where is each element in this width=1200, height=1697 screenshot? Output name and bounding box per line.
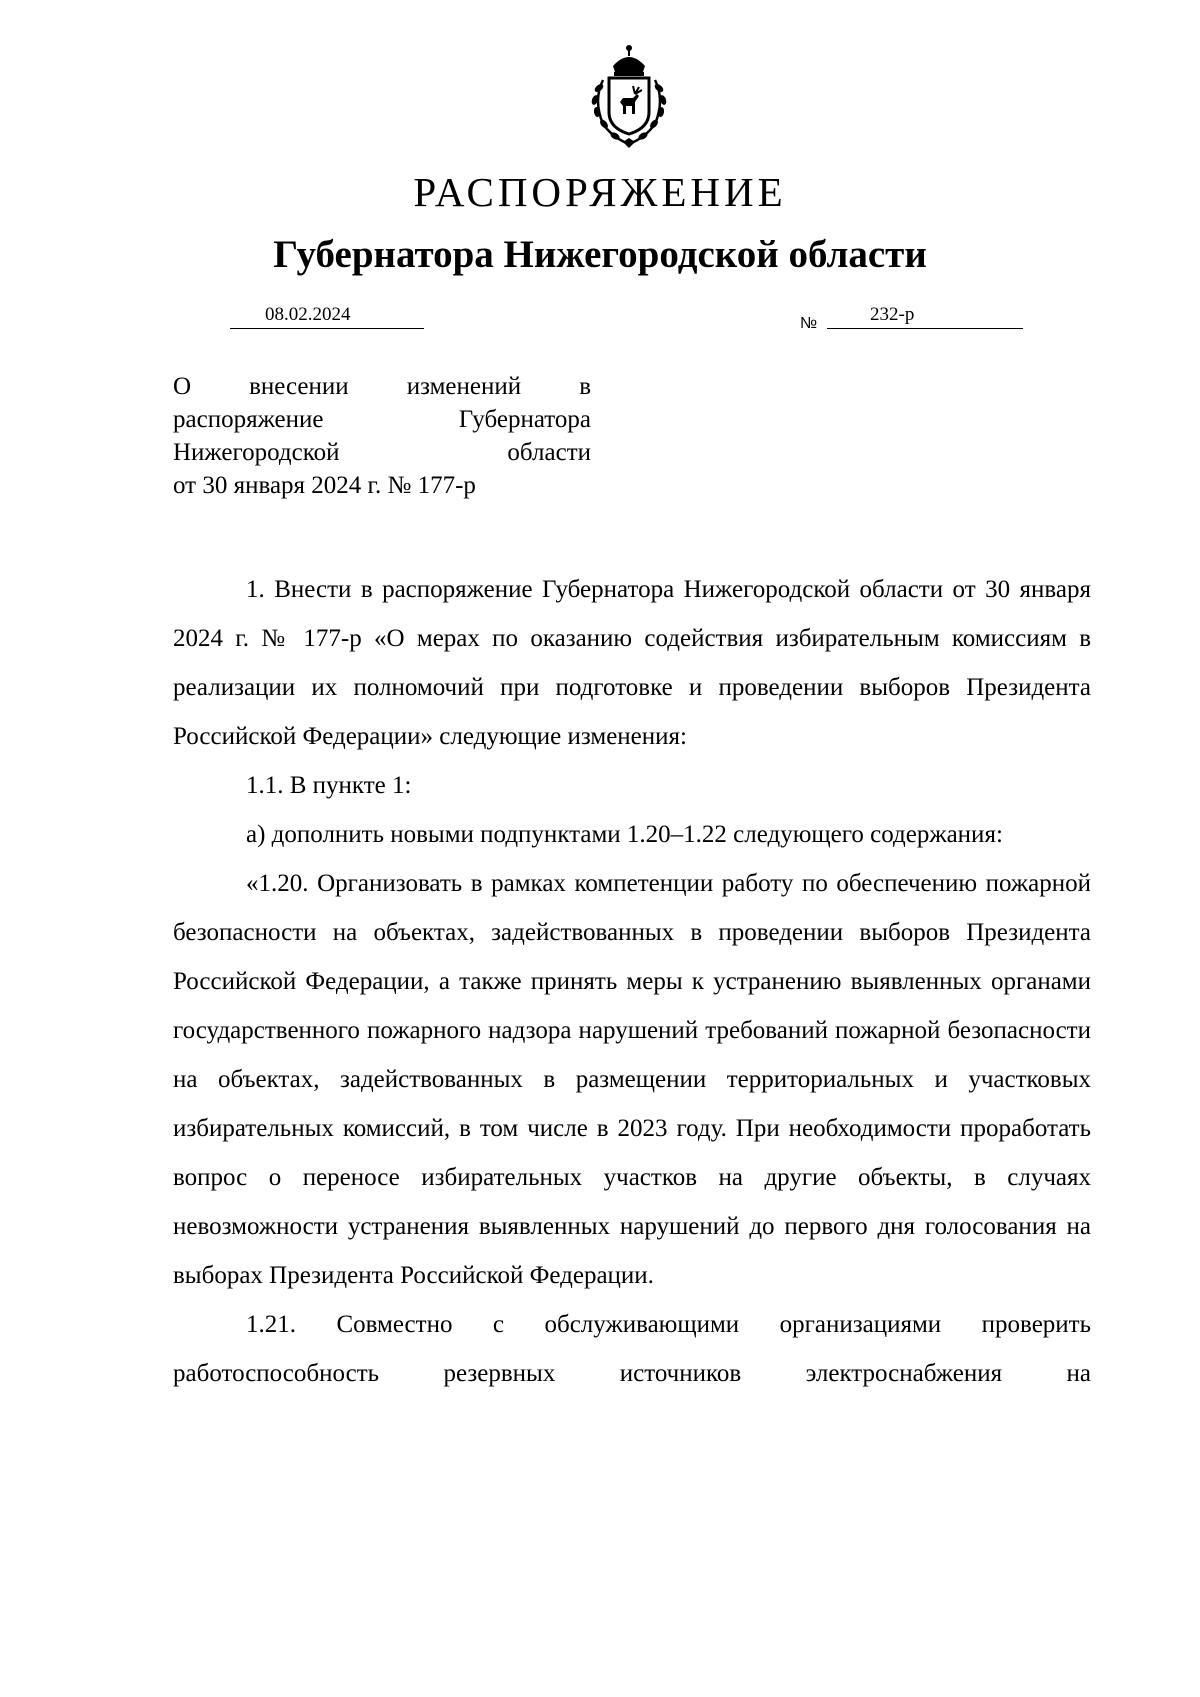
body-paragraph: 1.21. Совместно с обслуживающими организациями проверить работоспособность резервных источников электроснабжения на — [173, 1311, 1091, 1387]
number-sign: № — [800, 315, 818, 332]
document-body — [173, 565, 1091, 1398]
document-subject — [173, 370, 591, 502]
body-paragraph: 1.1. В пункте 1: — [246, 772, 412, 799]
body-paragraph: 1. Внести в распоряжение Губернатора Нижегородской области от 30 января 2024 г. № 177-р «О мерах по оказанию содействия избирательным комиссиям в реализации их полномочий при подготовке и проведении выборов Президента Российской Федерации» следующие изменения: — [173, 576, 1091, 750]
subject-line: от 30 января 2024 г. № 177-р — [173, 472, 476, 499]
subject-line: Нижегородской области — [173, 439, 591, 466]
document-number-field — [827, 302, 1023, 329]
body-paragraph: а) дополнить новыми подпунктами 1.20–1.22 следующего содержания: — [246, 821, 1003, 848]
coat-of-arms-icon — [573, 40, 685, 152]
document-title: РАСПОРЯЖЕНИЕ — [413, 169, 787, 215]
document-date: 08.02.2024 — [265, 304, 351, 325]
document-issuer: Губернатора Нижегородской области — [273, 233, 927, 276]
body-paragraph: «1.20. Организовать в рамках компетенции работу по обеспечению пожарной безопасности на объектах, задействованных в проведении выборов Президента Российской Федерации, а также принять меры к устранению выявленных органами государственного пожарного надзора нарушений требований пожарной безопасности на объектах, задействованных в размещении территориальных и участковых избирательных комиссий, в том числе в 2023 году. При необходимости проработать вопрос о переносе избирательных участков на другие объекты, в случаях невозможности устранения выявленных нарушений до первого дня голосования на выборах Президента Российской Федерации. — [173, 870, 1091, 1289]
document-date-field — [230, 302, 424, 329]
subject-line: О внесении изменений в — [173, 373, 591, 400]
subject-line: распоряжение Губернатора — [173, 406, 591, 433]
document-number: 232-р — [870, 304, 915, 325]
